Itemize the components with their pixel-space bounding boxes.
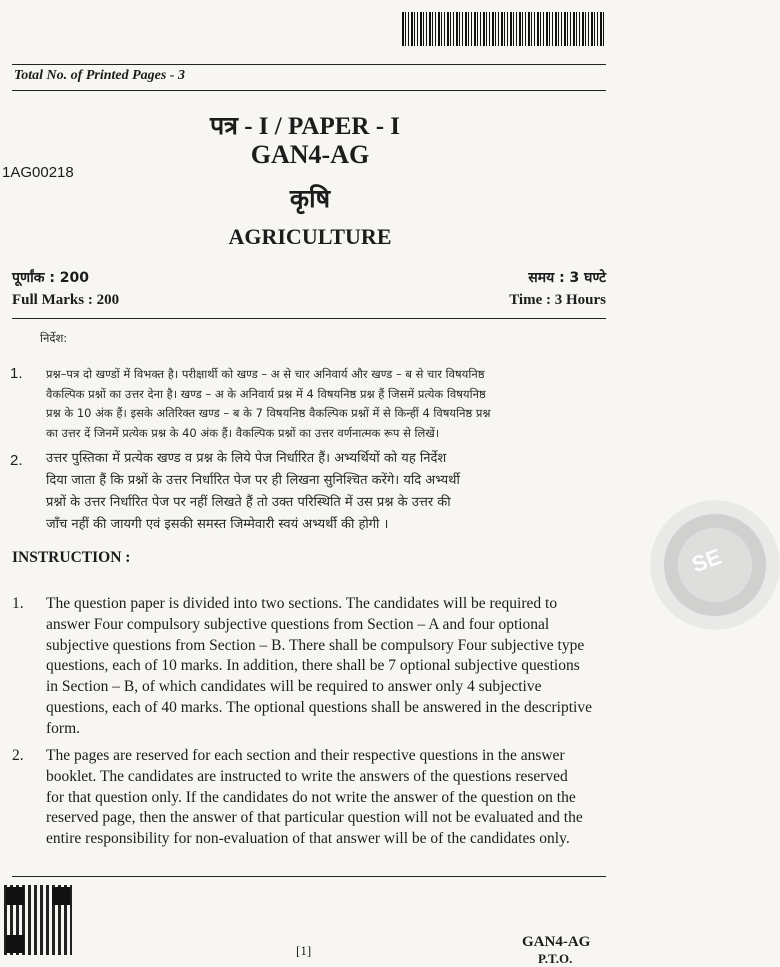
english-line: booklet. The candidates are instructed to write the answers of the questions reserved [46,767,568,785]
hindi-line: प्रश्नों के उत्तर निर्धारित पेज पर नहीं लिखते हैं तो उक्त परिस्थिति में उस प्रश्न के उत्तर की [46,495,451,510]
footer-code: GAN4-AG [522,934,591,950]
qr-code [4,885,72,955]
english-line: for that question only. If the candidates do not write the answer of the question on the [46,788,576,806]
top-rule [12,64,606,65]
hindi-line: उत्तर पुस्तिका में प्रत्येक खण्ड व प्रश्न के लिये पेज निर्धारित हैं। अभ्यर्थियों को यह निर्देश [46,451,447,466]
hindi-line: प्रश्न के 10 अंक हैं। इसके अतिरिक्त खण्ड – ब के 7 विषयनिष्ठ वैकल्पिक प्रश्नों में से किन्हीं 4 विषयनिष्ठ प्रश्न [46,406,491,420]
paper-label: पत्र - I / PAPER - I [209,113,401,140]
english-line: questions, each of 40 marks. The optional questions shall be answered in the descriptive [46,698,592,716]
english-item-2-number: 2. [12,747,24,764]
paper-code: GAN4-AG [250,140,370,169]
hindi-instructions-heading: निर्देश: [40,331,68,345]
english-marks: Full Marks : 200 [12,292,120,308]
hindi-line: प्रश्न–पत्र दो खण्डों में विभक्त है। परीक्षार्थी को खण्ड – अ से चार अनिवार्य और खण्ड – ब से चार विषयनिष्ठ [46,367,485,381]
english-line: answer Four compulsory subjective questions from Section – A and four optional [46,615,550,633]
english-line: form. [46,719,81,737]
english-time: Time : 3 Hours [509,292,606,308]
english-item-1-number: 1. [12,595,24,612]
footer-rule [12,876,606,877]
english-item-1 [46,594,608,740]
page-number: [1] [296,943,312,958]
hindi-line: वैकल्पिक प्रश्नों का उत्तर देना है। खण्ड – अ के अनिवार्य प्रश्न में 4 विषयनिष्ठ प्रश्न हैं जिसमें प्रत्येक विषयनिष्ठ [46,386,486,401]
barcode [402,12,606,46]
hindi-item-2-number: 2. [10,452,23,469]
hindi-time: समय : 3 घण्टे [528,270,606,286]
marks-rule [12,318,606,319]
seal-stamp [650,500,780,630]
hindi-item-2 [46,448,606,536]
english-line: subjective questions from Section – B. There shall be compulsory Four subjective type [46,636,585,654]
hindi-line: जाँच नहीं की जायगी एवं इसकी समस्त जिम्मेवारी स्वयं अभ्यर्थी की होगी । [46,517,389,532]
subject-english: AGRICULTURE [228,224,392,249]
english-line: The question paper is divided into two sections. The candidates will be required to [46,595,558,612]
instruction-heading: INSTRUCTION : [12,549,131,566]
hindi-line: दिया जाता हैं कि प्रश्नों के उत्तर निर्धारित पेज पर ही लिखना सुनिश्चित करेंगे। यदि अभ्यर्थी [46,473,460,488]
english-line: entire responsibility for non-evaluation of that answer will be of the candidates only. [46,830,570,848]
seal-text: SE [688,543,725,578]
subject-hindi: कृषि [289,184,331,213]
english-item-2 [46,746,608,850]
hindi-line: का उत्तर दें जिनमें प्रत्येक प्रश्न के 40 अंक हैं। वैकल्पिक प्रश्नों का उत्तर वर्णनात्मक रूप से लिखें। [46,425,440,440]
header-rule [12,90,606,91]
doc-id: 1AG00218 [2,164,74,181]
english-line: questions, each of 10 marks. In addition, there shall be 7 optional subjective questions [46,657,580,675]
hindi-marks: पूर्णांक : 200 [12,270,90,286]
printed-pages: Total No. of Printed Pages - 3 [14,68,185,83]
hindi-item-1-number: 1. [10,365,23,382]
english-line: reserved page, then the answer of that particular question will not be evaluated and the [46,809,583,827]
english-line: in Section – B, of which candidates will be required to answer only 4 subjective [46,678,542,696]
hindi-item-1 [46,365,606,443]
pto-label: P.T.O. [538,951,573,966]
english-line: The pages are reserved for each section and their respective questions in the answer [46,747,565,764]
